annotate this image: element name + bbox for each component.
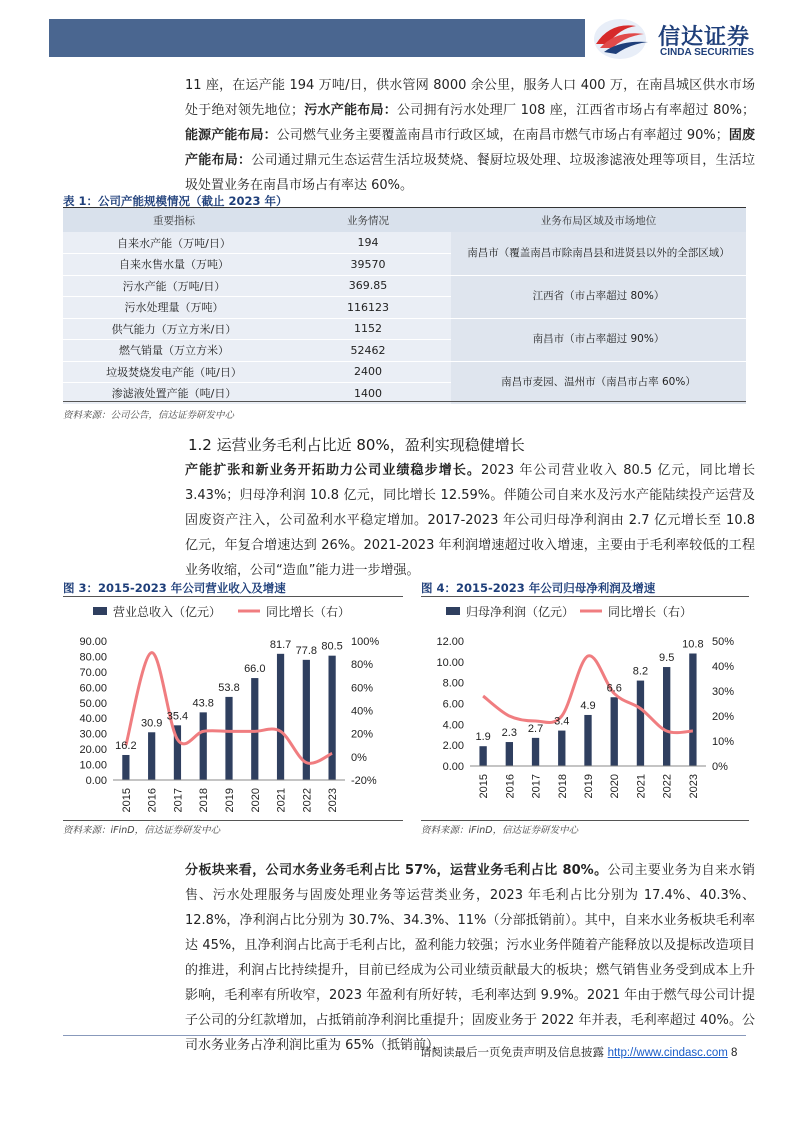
table-header-row: [63, 208, 746, 232]
bar-2021: [277, 654, 284, 780]
bar-2019: [584, 715, 591, 766]
indicator-cell: 渗滤液处置产能（吨/日）: [63, 383, 285, 405]
bold-text-run: 固废产能布局：: [185, 128, 755, 168]
y-left-tick-label: 0.00: [85, 775, 107, 787]
legend-bar-swatch: [93, 607, 107, 615]
x-tick-label: 2018: [198, 788, 211, 813]
region-cell: 南昌市（覆盖南昌市除南昌县和进贤县以外的全部区域）: [451, 232, 746, 275]
bar-2015: [479, 746, 486, 766]
indicator-cell: 供气能力（万立方米/日）: [63, 318, 285, 340]
figure3-bottom-rule: [63, 820, 403, 821]
bar-data-label: 6.6: [606, 682, 622, 695]
y-right-tick-label: 80%: [351, 659, 374, 672]
footer: [420, 1044, 737, 1060]
indicator-cell: 自来水产能（万吨/日）: [63, 232, 285, 254]
bar-data-label: 81.7: [269, 638, 292, 651]
y-right-tick-label: -20%: [351, 775, 377, 787]
text-run: 公司燃气业务主要覆盖南昌市行政区域，在南昌市燃气市场占有率超过 90%；: [276, 128, 729, 143]
y-left-tick-label: 30.00: [79, 728, 107, 741]
x-tick-label: 2020: [609, 774, 622, 799]
indicator-cell: 燃气销量（万立方米）: [63, 340, 285, 362]
bar-data-label: 43.8: [192, 697, 214, 710]
bar-2021: [637, 681, 644, 766]
y-left-tick-label: 10.00: [436, 656, 464, 669]
indicator-cell: 污水产能（万吨/日）: [63, 275, 285, 297]
y-left-tick-label: 20.00: [79, 744, 107, 757]
bar-2023: [329, 656, 336, 780]
value-cell: 52462: [285, 340, 451, 362]
x-tick-label: 2021: [275, 788, 288, 813]
table-header-cell: 重要指标: [63, 208, 285, 232]
cinda-logo-icon: [590, 14, 656, 64]
legend-line-label: 同比增长（右）: [608, 605, 693, 619]
figure4-caption: 图 4：2015-2023 年公司归母净利润及增速: [421, 581, 656, 595]
bar-data-label: 30.9: [140, 717, 163, 730]
x-tick-label: 2019: [583, 774, 595, 799]
table-caption: 表 1：公司产能规模情况（截止 2023 年）: [63, 194, 288, 208]
y-right-tick-label: 0%: [351, 751, 367, 764]
bar-data-label: 35.4: [166, 710, 189, 723]
x-tick-label: 2017: [172, 788, 185, 813]
brand-name-en: CINDA SECURITIES: [660, 47, 755, 58]
bar-2018: [558, 731, 565, 766]
x-tick-label: 2016: [146, 788, 159, 813]
bar-data-label: 16.2: [115, 739, 137, 752]
footer-disclaimer: 请阅读最后一页免责声明及信息披露: [420, 1045, 608, 1059]
capacity-table: [63, 208, 746, 405]
value-cell: 369.85: [285, 275, 451, 297]
bar-2015: [122, 755, 129, 780]
bar-data-label: 77.8: [295, 644, 318, 657]
bold-text-run: 产能扩张和新业务开拓助力公司业绩稳步增长。: [185, 463, 482, 478]
x-tick-label: 2022: [661, 774, 674, 799]
text-run: 公司通过鼎元生态运营生活垃圾焚烧、餐厨垃圾处理、垃圾渗滤液处理等项目，生活垃圾处置业务在南昌市场占有率达 60%。: [185, 153, 755, 193]
legend-bar-label: 归母净利润（亿元）: [466, 605, 575, 619]
bar-data-label: 8.2: [632, 665, 649, 678]
indicator-cell: 垃圾焚烧发电产能（吨/日）: [63, 361, 285, 383]
footer-rule: [63, 1035, 746, 1036]
y-left-tick-label: 4.00: [442, 719, 464, 732]
figure4-source: 资料来源：iFinD，信达证券研发中心: [421, 825, 579, 836]
bar-2023: [689, 654, 696, 767]
table-row: [63, 361, 746, 383]
figure4-top-rule: [421, 596, 749, 597]
x-tick-label: 2021: [635, 774, 648, 799]
y-left-tick-label: 70.00: [79, 666, 107, 679]
x-tick-label: 2022: [301, 788, 314, 813]
legend-bar-label: 营业总收入（亿元）: [113, 605, 222, 619]
bar-data-label: 66.0: [244, 663, 266, 676]
indicator-cell: 污水处理量（万吨）: [63, 297, 285, 319]
website-link[interactable]: http://www.cindasc.com: [607, 1047, 728, 1059]
y-right-tick-label: 0%: [712, 761, 728, 773]
y-right-tick-label: 100%: [351, 636, 380, 648]
y-left-tick-label: 10.00: [79, 759, 107, 772]
y-right-tick-label: 10%: [712, 736, 735, 748]
revenue-chart: [63, 598, 403, 818]
y-left-tick-label: 40.00: [79, 713, 107, 726]
x-tick-label: 2016: [504, 774, 517, 799]
value-cell: 2400: [285, 361, 451, 383]
bold-text-run: 能源产能布局：: [185, 128, 277, 143]
y-right-tick-label: 50%: [712, 636, 735, 648]
y-right-tick-label: 20%: [351, 728, 374, 741]
bar-data-label: 9.5: [659, 652, 675, 665]
x-tick-label: 2015: [120, 788, 133, 813]
region-cell: 江西省（市占率超过 80%）: [451, 275, 746, 318]
table-row: [63, 275, 746, 297]
y-right-tick-label: 40%: [712, 661, 735, 673]
bar-2017: [532, 738, 539, 766]
table-row: [63, 232, 746, 254]
bar-2022: [663, 667, 670, 766]
x-tick-label: 2023: [327, 788, 340, 813]
y-left-tick-label: 80.00: [79, 651, 107, 664]
bold-text-run: 分板块来看，公司水务业务毛利占比 57%，运营业务毛利占比 80%。: [185, 863, 608, 878]
x-tick-label: 2023: [687, 774, 700, 799]
intro-paragraph: [185, 73, 755, 198]
y-left-tick-label: 50.00: [79, 697, 107, 710]
x-tick-label: 2020: [249, 788, 262, 813]
y-left-tick-label: 0.00: [442, 761, 464, 773]
brand-name-cn: 信达证券: [658, 25, 751, 50]
value-cell: 1400: [285, 383, 451, 405]
bar-2019: [225, 697, 232, 780]
bar-data-label: 80.5: [321, 640, 343, 653]
y-left-tick-label: 90.00: [79, 636, 107, 648]
y-right-tick-label: 60%: [351, 682, 374, 695]
text-run: 公司拥有污水处理厂 108 座，江西省市场占有率超过 80%；: [396, 103, 755, 118]
text-run: 公司主要业务为自来水销售、污水处理服务与固废处理业务等运营类业务，2023 年毛利占比分别为 17.4%、40.3%、12.8%，净利润占比分别为 30.7%、34.3%、11%（分部抵销前）。其中，自来水业务板块毛利率达 45%，且净利润占比高于毛利占比，盈利能力较强；污水业务伴随着产能释放以及提标改造项目的推进，利润占比持续提升，目前已经成为公司业绩贡献最大的板块；燃气销售业务受到成本上升影响，毛利率有所收窄，2023 年盈利有所好转，毛利率达到 9.9%。2021 年由于燃气母公司计提子公司的分红款增加，占抵销前净利润比重提升；固废业务于 2022 年并表，毛利率超过 40%。公司水务业务占净利润比重为 65%（抵销前），: [185, 863, 755, 1053]
table-body: [63, 232, 746, 404]
figure3-source: 资料来源：iFinD，信达证券研发中心: [63, 825, 221, 836]
section-title: 1.2 运营业务毛利占比近 80%，盈利实现稳健增长: [188, 436, 525, 454]
region-cell: 南昌市（市占率超过 90%）: [451, 318, 746, 361]
value-cell: 1152: [285, 318, 451, 340]
y-right-tick-label: 20%: [712, 711, 735, 723]
y-left-tick-label: 6.00: [442, 698, 464, 711]
y-left-tick-label: 12.00: [436, 636, 464, 648]
segment-paragraph: [185, 858, 755, 1058]
header-bar: [49, 19, 585, 57]
figure4-bottom-rule: [421, 820, 749, 821]
bar-2020: [611, 697, 618, 766]
growth-paragraph: [185, 458, 755, 583]
value-cell: 194: [285, 232, 451, 254]
x-tick-label: 2018: [556, 774, 569, 799]
x-tick-label: 2017: [530, 774, 543, 799]
table-header-cell: 业务布局区域及市场地位: [451, 208, 746, 232]
x-tick-label: 2019: [224, 788, 236, 813]
cinda-logo: [590, 14, 790, 64]
bar-data-label: 1.9: [475, 731, 491, 744]
y-right-tick-label: 40%: [351, 705, 374, 718]
y-left-tick-label: 8.00: [442, 677, 464, 690]
bar-data-label: 10.8: [682, 638, 704, 651]
bar-data-label: 2.7: [527, 722, 544, 735]
indicator-cell: 自来水售水量（万吨）: [63, 254, 285, 276]
table-bottom-rule: [63, 401, 746, 402]
text-run: 2023 年公司营业收入 80.5 亿元，同比增长 3.43%；归母净利润 10.8 亿元，同比增长 12.59%。伴随公司自来水及污水产能陆续投产运营及固废资产注入，公司盈利水平稳定增加。2017-2023 年公司归母净利润由 2.7 亿元增长至 10.8 亿元，年复合增速达到 26%。2021-2023 年利润增速超过收入增速，主要由于毛利率较低的工程业务收缩，公司“造血”能力进一步增强。: [185, 463, 755, 578]
bar-data-label: 2.3: [501, 727, 517, 740]
region-cell: 南昌市麦园、温州市（南昌市占率 60%）: [451, 361, 746, 404]
bar-2020: [251, 678, 258, 780]
figure3-top-rule: [63, 596, 403, 597]
value-cell: 116123: [285, 297, 451, 319]
net-profit-chart: [420, 598, 750, 818]
bar-2018: [200, 712, 207, 780]
table-row: [63, 318, 746, 340]
bar-data-label: 3.4: [554, 715, 570, 728]
y-right-tick-label: 30%: [712, 686, 735, 698]
value-cell: 39570: [285, 254, 451, 276]
legend-bar-swatch: [446, 607, 460, 615]
bold-text-run: 污水产能布局：: [303, 103, 397, 118]
y-left-tick-label: 60.00: [79, 682, 107, 695]
bar-2016: [148, 732, 155, 780]
legend-line-label: 同比增长（右）: [266, 605, 351, 619]
bar-data-label: 53.8: [218, 681, 240, 694]
page-number: 8: [727, 1047, 738, 1059]
figure3-caption: 图 3：2015-2023 年公司营业收入及增速: [63, 581, 286, 595]
bar-data-label: 4.9: [580, 699, 596, 712]
table-header-cell: 业务情况: [285, 208, 451, 232]
x-tick-label: 2015: [478, 774, 491, 799]
table-source: 资料来源：公司公告，信达证券研发中心: [63, 410, 235, 421]
text-run: 11 座，在运产能 194 万吨/日，供水管网 8000 余公里，服务人口 400 万，在南昌城区供水市场处于绝对领先地位；: [185, 78, 755, 118]
y-left-tick-label: 2.00: [442, 740, 464, 753]
bar-2016: [506, 742, 513, 766]
